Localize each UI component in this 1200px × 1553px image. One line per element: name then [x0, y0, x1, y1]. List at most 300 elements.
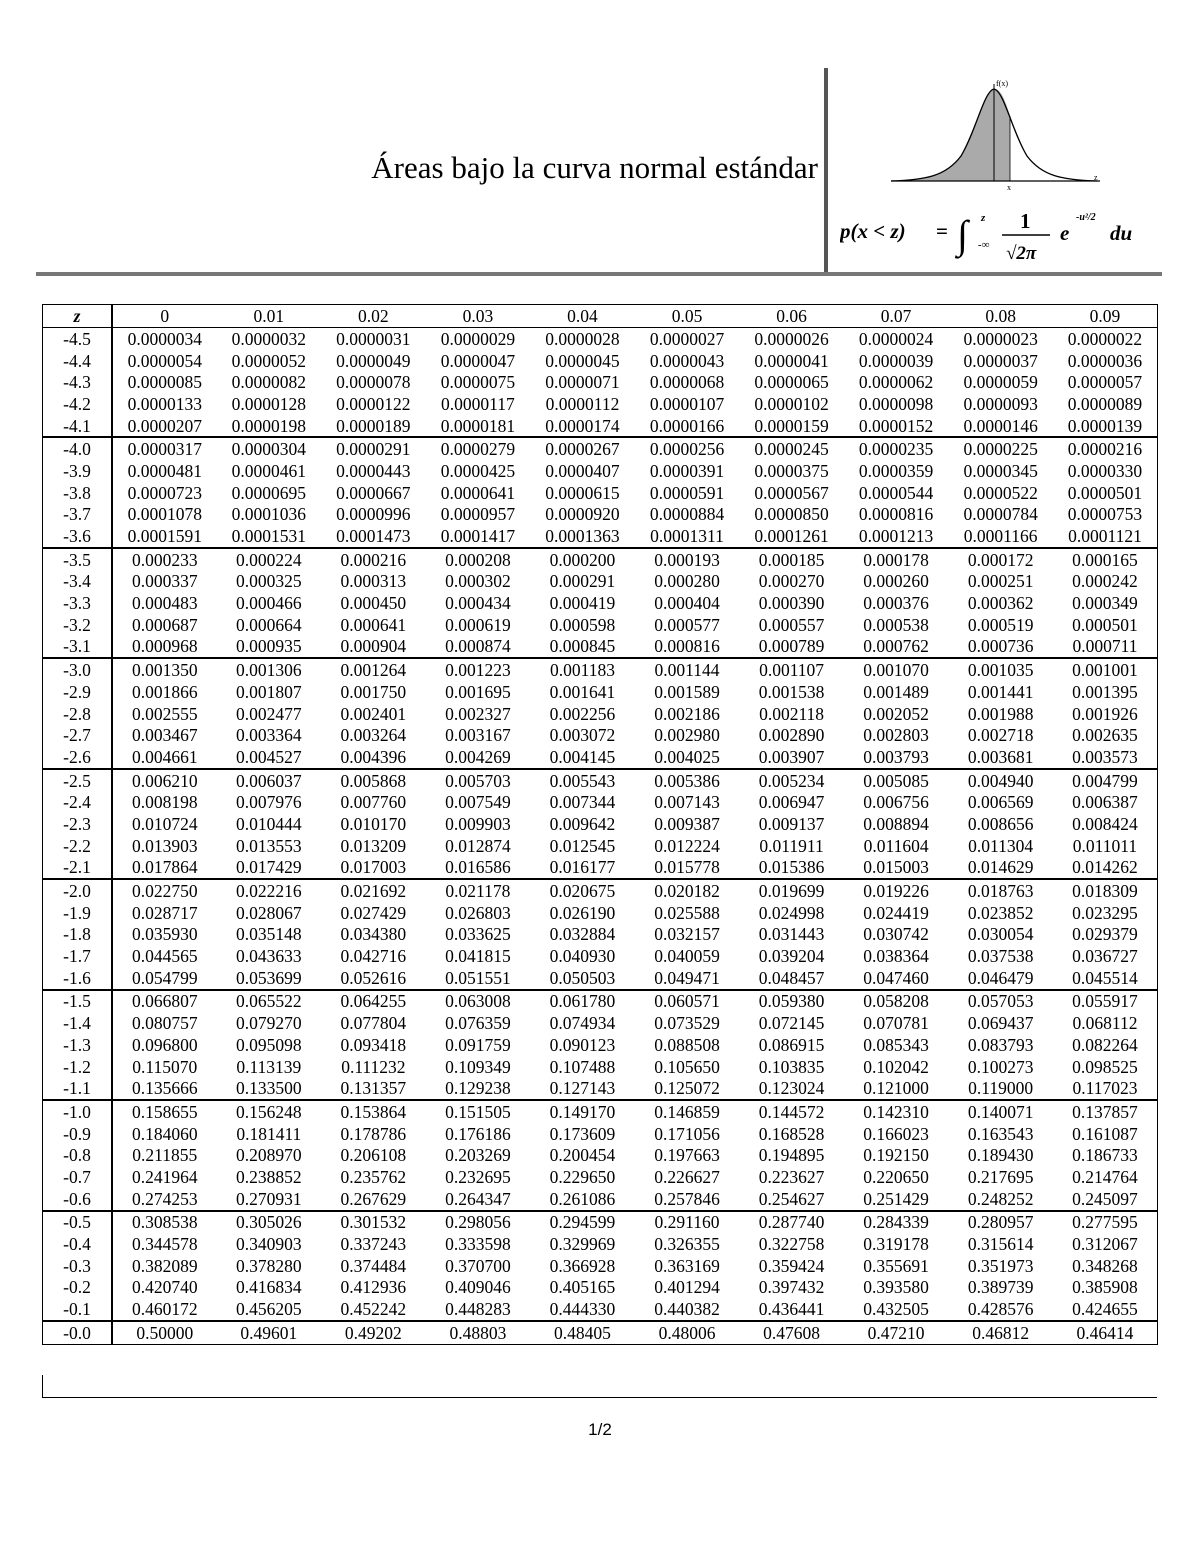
probability-cell: 0.351973	[967, 1255, 1034, 1276]
probability-cell: 0.149170	[530, 1100, 635, 1123]
probability-cell: 0.261086	[549, 1188, 616, 1209]
probability-cell: 0.0000375	[754, 460, 829, 481]
probability-cell: 0.0000093	[963, 393, 1038, 414]
probability-cell: 0.382089	[131, 1255, 198, 1276]
probability-cell: 0.355691	[863, 1255, 929, 1276]
probability-cell: 0.0000039	[858, 350, 934, 371]
probability-cell: 0.153864	[321, 1100, 426, 1123]
probability-cell: 0.0000501	[1053, 482, 1158, 504]
formula-lhs: p(x < z)	[840, 219, 906, 243]
probability-cell: 0.173609	[549, 1123, 616, 1144]
probability-cell: 0.002401	[340, 703, 407, 724]
probability-cell: 0.0000032	[231, 328, 306, 349]
z-value-cell: -2.0	[43, 879, 113, 902]
probability-cell: 0.019226	[844, 879, 949, 902]
probability-cell: 0.163543	[967, 1123, 1034, 1144]
probability-cell: 0.002052	[863, 703, 929, 724]
probability-cell: 0.0000122	[336, 393, 411, 414]
probability-cell: 0.068112	[1053, 1012, 1158, 1034]
probability-cell: 0.007976	[236, 792, 302, 813]
probability-cell: 0.011011	[1053, 835, 1158, 857]
probability-cell: 0.0000085	[127, 372, 202, 393]
table-row	[43, 636, 1158, 659]
probability-cell: 0.232695	[445, 1166, 511, 1187]
probability-cell: 0.178786	[340, 1123, 407, 1144]
probability-cell: 0.004940	[948, 769, 1053, 792]
probability-cell: 0.050503	[549, 967, 616, 988]
probability-cell: 0.017429	[236, 857, 302, 878]
probability-cell: 0.0000117	[441, 393, 515, 414]
probability-cell: 0.0000166	[649, 415, 725, 436]
probability-cell: 0.002327	[445, 703, 511, 724]
probability-cell: 0.0000045	[545, 350, 620, 371]
probability-cell: 0.036727	[1053, 945, 1158, 967]
probability-cell: 0.002635	[1053, 724, 1158, 746]
probability-cell: 0.010170	[340, 813, 407, 834]
probability-cell: 0.000291	[549, 571, 616, 592]
probability-cell: 0.055917	[1053, 990, 1158, 1013]
probability-cell: 0.412936	[340, 1277, 407, 1298]
probability-cell: 0.046479	[967, 967, 1034, 988]
z-value-cell: -1.3	[43, 1034, 113, 1056]
probability-cell: 0.096800	[131, 1034, 198, 1055]
column-header: 0.02	[321, 305, 426, 328]
probability-cell: 0.389739	[967, 1277, 1034, 1298]
probability-cell: 0.0000330	[1053, 460, 1158, 482]
probability-cell: 0.0000031	[336, 328, 411, 349]
probability-cell: 0.012874	[445, 835, 511, 856]
probability-cell: 0.171056	[654, 1123, 720, 1144]
probability-cell: 0.298056	[426, 1211, 531, 1234]
probability-cell: 0.186733	[1053, 1144, 1158, 1166]
probability-cell: 0.133500	[236, 1078, 302, 1099]
z-value-cell: -2.4	[43, 791, 113, 813]
probability-cell: 0.002980	[654, 725, 720, 746]
probability-cell: 0.264347	[445, 1188, 511, 1209]
probability-cell: 0.0000075	[440, 372, 516, 393]
probability-cell: 0.000557	[758, 614, 825, 635]
probability-cell: 0.000483	[131, 593, 198, 614]
header-horizontal-divider	[36, 272, 1162, 276]
z-value-cell: -1.6	[43, 967, 113, 990]
probability-cell: 0.329969	[549, 1234, 616, 1255]
probability-cell: 0.337243	[340, 1234, 407, 1255]
probability-cell: 0.0000146	[963, 415, 1038, 436]
probability-cell: 0.0000052	[231, 350, 306, 371]
z-value-cell: -2.8	[43, 703, 113, 725]
axis-label: z	[1094, 173, 1098, 182]
probability-cell: 0.005085	[844, 769, 949, 792]
probability-cell: 0.000376	[863, 593, 929, 614]
probability-cell: 0.000200	[530, 548, 635, 571]
z-value-cell: -3.6	[43, 525, 113, 548]
probability-cell: 0.008656	[967, 813, 1034, 834]
integral-sign: ∫	[957, 212, 968, 257]
probability-cell: 0.0000062	[858, 372, 934, 393]
probability-cell: 0.0000023	[963, 328, 1038, 349]
probability-cell: 0.203269	[445, 1145, 511, 1166]
probability-cell: 0.040930	[549, 946, 616, 967]
z-value-cell: -0.9	[43, 1123, 113, 1145]
probability-cell: 0.026803	[445, 902, 511, 923]
probability-cell: 0.006569	[967, 792, 1034, 813]
page-title: Áreas bajo la curva normal estándar	[371, 150, 818, 185]
probability-cell: 0.440382	[654, 1299, 720, 1320]
probability-cell: 0.003467	[131, 725, 198, 746]
fx-label: f(x)	[996, 79, 1008, 88]
probability-cell: 0.344578	[131, 1234, 198, 1255]
probability-cell: 0.0000036	[1053, 350, 1158, 372]
table-row	[43, 328, 1158, 350]
z-value-cell: -2.5	[43, 769, 113, 792]
probability-cell: 0.027429	[340, 902, 407, 923]
probability-cell: 0.001350	[112, 658, 217, 681]
probability-cell: 0.284339	[844, 1211, 949, 1234]
probability-cell: 0.019699	[739, 879, 844, 902]
probability-cell: 0.251429	[863, 1188, 929, 1209]
probability-cell: 0.0000544	[858, 482, 934, 503]
probability-cell: 0.001223	[426, 658, 531, 681]
probability-cell: 0.0000225	[948, 437, 1053, 460]
probability-cell: 0.301532	[321, 1211, 426, 1234]
probability-cell: 0.436441	[758, 1299, 825, 1320]
probability-cell: 0.223627	[758, 1166, 825, 1187]
probability-cell: 0.007549	[445, 792, 511, 813]
probability-cell: 0.0000345	[963, 460, 1038, 481]
probability-cell: 0.012545	[549, 835, 616, 856]
probability-cell: 0.48405	[530, 1321, 635, 1344]
probability-cell: 0.006387	[1053, 791, 1158, 813]
probability-cell: 0.016177	[549, 857, 616, 878]
probability-cell: 0.000598	[549, 614, 616, 635]
z-value-cell: -0.5	[43, 1211, 113, 1234]
z-value-cell: -3.5	[43, 548, 113, 571]
probability-cell: 0.340903	[236, 1234, 302, 1255]
probability-cell: 0.161087	[1053, 1123, 1158, 1145]
probability-cell: 0.009387	[654, 813, 720, 834]
probability-cell: 0.189430	[967, 1145, 1034, 1166]
probability-cell: 0.49601	[217, 1321, 322, 1344]
probability-cell: 0.166023	[863, 1123, 929, 1144]
probability-cell: 0.018763	[948, 879, 1053, 902]
probability-cell: 0.0000522	[963, 482, 1038, 503]
probability-cell: 0.001926	[1053, 703, 1158, 725]
column-header: 0.03	[426, 305, 531, 328]
probability-cell: 0.0000641	[440, 482, 516, 503]
probability-cell: 0.001641	[549, 681, 616, 702]
z-value-cell: -1.4	[43, 1012, 113, 1034]
probability-cell: 0.0000029	[440, 328, 516, 349]
probability-cell: 0.000233	[112, 548, 217, 571]
probability-cell: 0.0000128	[231, 393, 306, 414]
probability-cell: 0.333598	[445, 1234, 511, 1255]
probability-cell: 0.0001531	[231, 526, 306, 547]
probability-cell: 0.001264	[321, 658, 426, 681]
z-value-cell: -1.9	[43, 902, 113, 924]
probability-cell: 0.135666	[131, 1078, 198, 1099]
probability-cell: 0.0000695	[231, 482, 306, 503]
probability-cell: 0.028717	[131, 902, 198, 923]
probability-cell: 0.005868	[321, 769, 426, 792]
probability-cell: 0.274253	[131, 1188, 198, 1209]
probability-cell: 0.257846	[654, 1188, 720, 1209]
probability-cell: 0.003681	[967, 746, 1034, 767]
probability-cell: 0.090123	[549, 1034, 616, 1055]
probability-cell: 0.0000461	[231, 460, 306, 481]
probability-cell: 0.086915	[758, 1034, 825, 1055]
probability-cell: 0.001695	[445, 681, 511, 702]
probability-cell: 0.0000816	[858, 504, 934, 525]
z-value-cell: -3.1	[43, 636, 113, 659]
probability-cell: 0.016586	[445, 857, 511, 878]
probability-cell: 0.000280	[654, 571, 720, 592]
probability-cell: 0.50000	[112, 1321, 217, 1344]
probability-cell: 0.001589	[654, 681, 720, 702]
probability-cell: 0.370700	[445, 1255, 511, 1276]
probability-cell: 0.151505	[426, 1100, 531, 1123]
probability-cell: 0.374484	[340, 1255, 407, 1276]
probability-cell: 0.220650	[863, 1166, 929, 1187]
normal-cdf-formula	[840, 202, 1150, 264]
probability-cell: 0.0000723	[127, 482, 202, 503]
table-row	[43, 1277, 1158, 1299]
probability-cell: 0.049471	[654, 967, 720, 988]
probability-cell: 0.0000317	[112, 437, 217, 460]
table-row	[43, 482, 1158, 504]
probability-cell: 0.001866	[131, 681, 198, 702]
probability-cell: 0.005703	[426, 769, 531, 792]
probability-cell: 0.238852	[236, 1166, 302, 1187]
probability-cell: 0.032157	[654, 924, 720, 945]
column-header: 0.01	[217, 305, 322, 328]
probability-cell: 0.0001261	[754, 526, 829, 547]
z-value-cell: -2.9	[43, 681, 113, 703]
probability-cell: 0.385908	[1053, 1277, 1158, 1299]
probability-cell: 0.000450	[340, 593, 407, 614]
z-value-cell: -0.4	[43, 1233, 113, 1255]
probability-cell: 0.137857	[1053, 1100, 1158, 1123]
probability-cell: 0.000208	[426, 548, 531, 571]
probability-cell: 0.197663	[654, 1145, 720, 1166]
probability-cell: 0.107488	[549, 1056, 616, 1077]
z-value-cell: -4.1	[43, 415, 113, 438]
probability-cell: 0.011911	[759, 835, 824, 856]
probability-cell: 0.192150	[863, 1145, 929, 1166]
probability-cell: 0.194895	[758, 1145, 825, 1166]
probability-cell: 0.47608	[739, 1321, 844, 1344]
probability-cell: 0.066807	[112, 990, 217, 1013]
table-row	[43, 967, 1158, 990]
probability-cell: 0.004269	[445, 746, 511, 767]
probability-cell: 0.0000391	[649, 460, 725, 481]
probability-cell: 0.006756	[863, 792, 929, 813]
probability-cell: 0.0000181	[440, 415, 516, 436]
table-row	[43, 1211, 1158, 1234]
probability-cell: 0.072145	[758, 1013, 825, 1034]
z-column-header: z	[43, 305, 113, 328]
probability-cell: 0.119000	[968, 1078, 1034, 1099]
table-row	[43, 1255, 1158, 1277]
probability-cell: 0.409046	[445, 1277, 511, 1298]
probability-cell: 0.363169	[654, 1255, 720, 1276]
z-value-cell: -1.0	[43, 1100, 113, 1123]
probability-cell: 0.305026	[217, 1211, 322, 1234]
probability-cell: 0.0000098	[858, 393, 934, 414]
z-value-cell: -0.2	[43, 1277, 113, 1299]
probability-cell: 0.009642	[549, 813, 616, 834]
probability-cell: 0.031443	[758, 924, 825, 945]
probability-cell: 0.001807	[236, 681, 302, 702]
exp-base: e	[1060, 221, 1070, 245]
probability-cell: 0.076359	[445, 1013, 511, 1034]
z-value-cell: -0.8	[43, 1144, 113, 1166]
z-value-cell: -2.1	[43, 857, 113, 880]
probability-cell: 0.0000133	[127, 393, 202, 414]
probability-cell: 0.004527	[236, 746, 302, 767]
probability-cell: 0.002256	[549, 703, 616, 724]
table-row	[43, 1166, 1158, 1188]
probability-cell: 0.034380	[340, 924, 407, 945]
z-value-cell: -3.9	[43, 460, 113, 482]
z-value-cell: -4.3	[43, 371, 113, 393]
probability-cell: 0.270931	[236, 1188, 302, 1209]
column-header: 0.05	[635, 305, 740, 328]
probability-cell: 0.017003	[340, 857, 407, 878]
probability-cell: 0.015003	[863, 857, 929, 878]
probability-cell: 0.47210	[844, 1321, 949, 1344]
table-row	[43, 393, 1158, 415]
probability-cell: 0.200454	[549, 1145, 616, 1166]
probability-cell: 0.0000198	[231, 415, 306, 436]
table-row	[43, 1077, 1158, 1100]
probability-cell: 0.053699	[236, 967, 302, 988]
probability-cell: 0.0000037	[963, 350, 1038, 371]
probability-cell: 0.015386	[758, 857, 825, 878]
probability-cell: 0.000337	[131, 571, 198, 592]
probability-cell: 0.366928	[549, 1255, 616, 1276]
probability-cell: 0.000362	[967, 593, 1034, 614]
z-value-cell: -3.8	[43, 482, 113, 504]
probability-cell: 0.052616	[340, 967, 407, 988]
fraction-denominator: √2π	[1006, 243, 1037, 264]
probability-cell: 0.000816	[654, 636, 720, 657]
probability-cell: 0.000789	[758, 636, 825, 657]
probability-cell: 0.029379	[1053, 924, 1158, 946]
probability-cell: 0.000577	[654, 614, 720, 635]
probability-cell: 0.000404	[654, 593, 720, 614]
probability-cell: 0.000762	[863, 636, 929, 657]
probability-cell: 0.000736	[967, 636, 1034, 657]
table-row	[43, 437, 1158, 460]
probability-cell: 0.000904	[340, 636, 407, 657]
probability-cell: 0.063008	[426, 990, 531, 1013]
probability-cell: 0.059380	[739, 990, 844, 1013]
table-row	[43, 592, 1158, 614]
probability-cell: 0.0001166	[963, 526, 1038, 547]
probability-cell: 0.000251	[967, 571, 1034, 592]
probability-cell: 0.040059	[654, 946, 720, 967]
probability-cell: 0.0000443	[336, 460, 411, 481]
table-row	[43, 614, 1158, 636]
probability-cell: 0.0000041	[754, 350, 829, 371]
probability-cell: 0.420740	[131, 1277, 198, 1298]
probability-cell: 0.000172	[948, 548, 1053, 571]
probability-cell: 0.051551	[445, 967, 511, 988]
probability-cell: 0.0000615	[545, 482, 620, 503]
probability-cell: 0.003167	[445, 725, 511, 746]
probability-cell: 0.000935	[236, 636, 302, 657]
probability-cell: 0.005386	[635, 769, 740, 792]
fraction-numerator: 1	[1020, 209, 1031, 233]
probability-cell: 0.010724	[131, 813, 198, 834]
probability-cell: 0.0001363	[545, 526, 620, 547]
probability-cell: 0.004799	[1053, 769, 1158, 792]
z-value-cell: -2.3	[43, 813, 113, 835]
probability-cell: 0.0000034	[127, 328, 202, 349]
probability-cell: 0.105650	[654, 1056, 720, 1077]
table-row	[43, 681, 1158, 703]
probability-cell: 0.000302	[445, 571, 511, 592]
probability-cell: 0.103835	[758, 1056, 825, 1077]
probability-cell: 0.048457	[758, 967, 825, 988]
probability-cell: 0.098525	[1053, 1056, 1158, 1078]
z-value-cell: -4.4	[43, 350, 113, 372]
z-value-cell: -0.1	[43, 1298, 113, 1321]
probability-cell: 0.125072	[654, 1078, 720, 1099]
probability-cell: 0.0000267	[530, 437, 635, 460]
probability-cell: 0.007344	[549, 792, 616, 813]
probability-cell: 0.121000	[863, 1078, 929, 1099]
probability-cell: 0.432505	[863, 1299, 929, 1320]
probability-cell: 0.117023	[1053, 1077, 1158, 1100]
probability-cell: 0.001489	[863, 681, 929, 702]
probability-cell: 0.0000359	[858, 460, 934, 481]
probability-cell: 0.011304	[968, 835, 1034, 856]
probability-cell: 0.0001036	[231, 504, 306, 525]
probability-cell: 0.0001213	[858, 526, 934, 547]
probability-cell: 0.000325	[236, 571, 302, 592]
probability-cell: 0.322758	[758, 1234, 825, 1255]
probability-cell: 0.058208	[844, 990, 949, 1013]
probability-cell: 0.018309	[1053, 879, 1158, 902]
probability-cell: 0.208970	[236, 1145, 302, 1166]
probability-cell: 0.315614	[967, 1234, 1034, 1255]
probability-cell: 0.115070	[132, 1056, 198, 1077]
table-row	[43, 924, 1158, 946]
table-row	[43, 1188, 1158, 1211]
z-value-cell: -4.5	[43, 328, 113, 350]
probability-cell: 0.001035	[948, 658, 1053, 681]
probability-cell: 0.0000102	[754, 393, 829, 414]
probability-cell: 0.0000957	[440, 504, 516, 525]
probability-cell: 0.024419	[863, 902, 929, 923]
probability-cell: 0.033625	[445, 924, 511, 945]
probability-cell: 0.001001	[1053, 658, 1158, 681]
probability-cell: 0.002186	[654, 703, 720, 724]
probability-cell: 0.214764	[1053, 1166, 1158, 1188]
probability-cell: 0.083793	[967, 1034, 1034, 1055]
probability-cell: 0.0000078	[336, 372, 411, 393]
probability-cell: 0.0000920	[545, 504, 620, 525]
probability-cell: 0.001988	[967, 703, 1034, 724]
probability-cell: 0.042716	[340, 946, 407, 967]
table-row	[43, 1012, 1158, 1034]
probability-cell: 0.0000112	[545, 393, 620, 414]
probability-cell: 0.0000245	[739, 437, 844, 460]
probability-cell: 0.378280	[236, 1255, 302, 1276]
table-row	[43, 1056, 1158, 1078]
probability-cell: 0.140071	[948, 1100, 1053, 1123]
